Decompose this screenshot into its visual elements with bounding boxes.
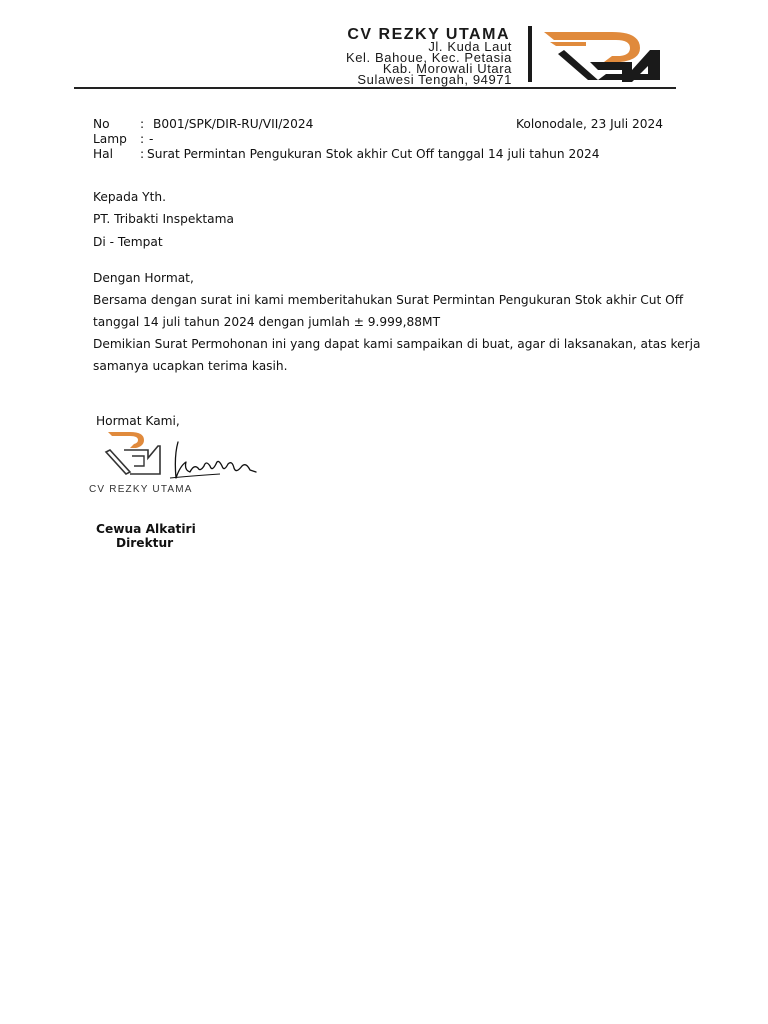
greeting: Dengan Hormat, xyxy=(93,271,194,285)
hal-separator: : xyxy=(140,147,145,161)
signer-title: Direktur xyxy=(116,536,174,550)
address-line: Sulawesi Tengah, 94971 xyxy=(357,72,512,87)
address-line: Kel. Bahoue, Kec. Petasia xyxy=(345,50,512,65)
body-paragraph-2-line-1: Demikian Surat Permohonan ini yang dapat kami sampaikan di buat, agar di laksanakan, atas kerja xyxy=(93,337,701,351)
hal-label: Hal xyxy=(93,147,114,161)
signature-icon xyxy=(150,436,260,486)
no-label: No xyxy=(93,117,110,131)
signer-name: Cewua Alkatiri xyxy=(96,522,196,536)
place-date: Kolonodale, 23 Juli 2024 xyxy=(516,117,664,131)
lamp-value: - xyxy=(149,132,154,146)
body-paragraph-1-line-1: Bersama dengan surat ini kami memberitahukan Surat Permintan Pengukuran Stok akhir Cut Off xyxy=(93,293,684,307)
recipient-line: Kepada Yth. xyxy=(93,190,166,204)
recipient-company: PT. Tribakti Inspektama xyxy=(93,212,234,226)
subject: Surat Permintan Pengukuran Stok akhir Cut Off tanggal 14 juli tahun 2024 xyxy=(147,147,600,161)
header-rule xyxy=(74,87,676,89)
stamp-company-name: CV REZKY UTAMA xyxy=(89,484,193,495)
address-line: Jl. Kuda Laut xyxy=(428,39,512,54)
body-paragraph-2-line-2: samanya ucapkan terima kasih. xyxy=(93,359,288,373)
closing-salutation: Hormat Kami, xyxy=(96,414,180,428)
no-separator: : xyxy=(140,117,145,131)
letter-number: B001/SPK/DIR-RU/VII/2024 xyxy=(153,117,314,131)
lamp-label: Lamp xyxy=(93,132,127,146)
recipient-place: Di - Tempat xyxy=(93,235,163,249)
company-logo-icon xyxy=(540,28,674,84)
address-line: Kab. Morowali Utara xyxy=(382,61,512,76)
lamp-separator: : xyxy=(140,132,145,146)
letterhead xyxy=(0,0,768,92)
company-name: CV REZKY UTAMA xyxy=(347,26,510,43)
body-paragraph-1-line-2: tanggal 14 juli tahun 2024 dengan jumlah ± 9.999,88MT xyxy=(93,315,441,329)
letterhead-divider xyxy=(528,26,532,82)
